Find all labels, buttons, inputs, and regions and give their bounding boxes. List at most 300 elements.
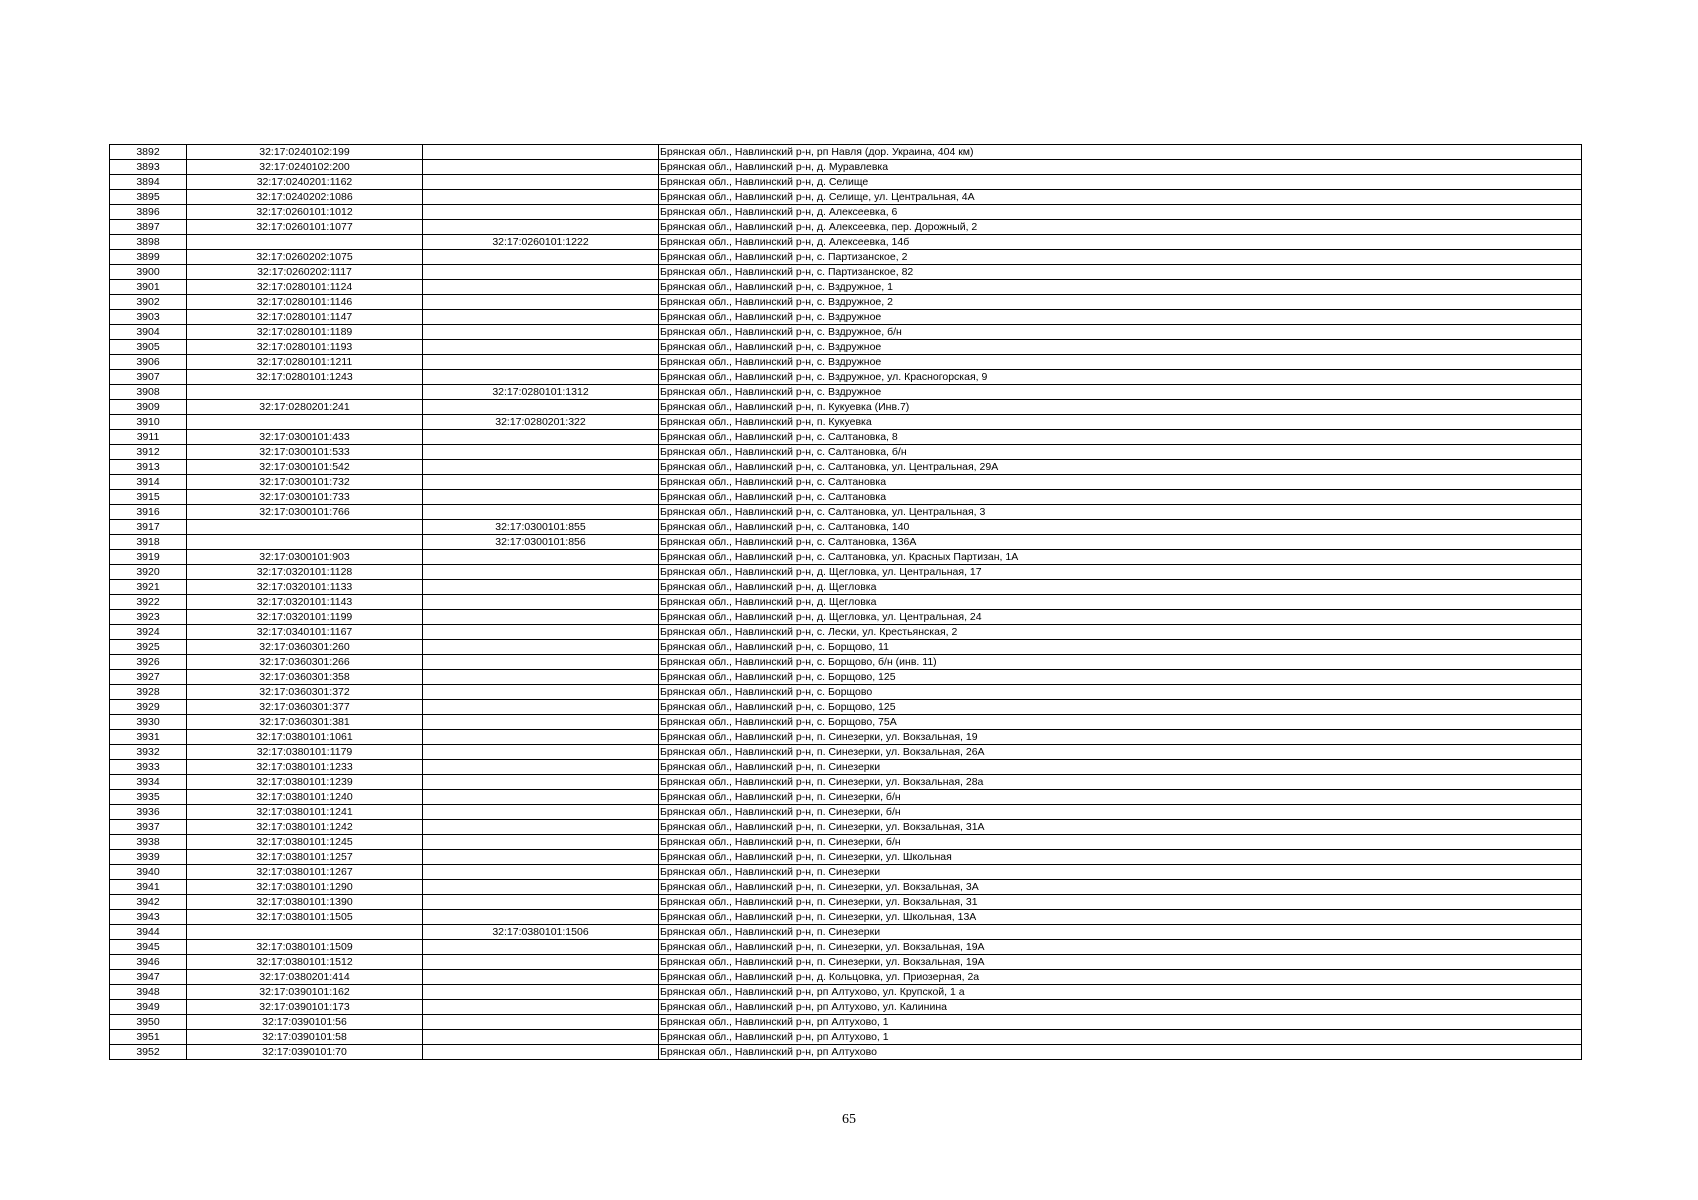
cadastral-number-cell: 32:17:0300101:533 bbox=[187, 445, 423, 460]
table-row bbox=[110, 445, 1582, 460]
row-number-cell: 3944 bbox=[110, 925, 187, 940]
cadastral-number-cell: 32:17:0320101:1133 bbox=[187, 580, 423, 595]
cadastral-number-alt-cell bbox=[423, 280, 659, 295]
address-cell: Брянская обл., Навлинский р-н, д. Муравлевка bbox=[659, 160, 1582, 175]
cadastral-number-cell bbox=[187, 385, 423, 400]
cadastral-number-cell: 32:17:0380101:1267 bbox=[187, 865, 423, 880]
cadastral-number-alt-cell bbox=[423, 1045, 659, 1060]
table-row bbox=[110, 715, 1582, 730]
page-number: 65 bbox=[842, 1112, 856, 1127]
address-cell: Брянская обл., Навлинский р-н, с. Лески, ул. Крестьянская, 2 bbox=[659, 625, 1582, 640]
row-number-cell: 3912 bbox=[110, 445, 187, 460]
row-number-cell: 3894 bbox=[110, 175, 187, 190]
cadastral-number-cell: 32:17:0360301:358 bbox=[187, 670, 423, 685]
row-number-cell: 3908 bbox=[110, 385, 187, 400]
table-row bbox=[110, 325, 1582, 340]
cadastral-number-alt-cell bbox=[423, 700, 659, 715]
row-number-cell: 3950 bbox=[110, 1015, 187, 1030]
row-number-cell: 3921 bbox=[110, 580, 187, 595]
cadastral-number-alt-cell bbox=[423, 685, 659, 700]
table-row bbox=[110, 430, 1582, 445]
cadastral-number-cell: 32:17:0280101:1124 bbox=[187, 280, 423, 295]
cadastral-number-cell: 32:17:0380101:1061 bbox=[187, 730, 423, 745]
table-row bbox=[110, 145, 1582, 160]
cadastral-number-alt-cell bbox=[423, 460, 659, 475]
table-row bbox=[110, 190, 1582, 205]
table-row bbox=[110, 625, 1582, 640]
cadastral-number-alt-cell bbox=[423, 265, 659, 280]
row-number-cell: 3919 bbox=[110, 550, 187, 565]
cadastral-number-cell: 32:17:0280201:241 bbox=[187, 400, 423, 415]
table-row bbox=[110, 295, 1582, 310]
cadastral-number-alt-cell bbox=[423, 790, 659, 805]
table-row bbox=[110, 880, 1582, 895]
address-cell: Брянская обл., Навлинский р-н, с. Салтановка, б/н bbox=[659, 445, 1582, 460]
address-cell: Брянская обл., Навлинский р-н, п. Синезерки, ул. Вокзальная, 19А bbox=[659, 955, 1582, 970]
row-number-cell: 3943 bbox=[110, 910, 187, 925]
row-number-cell: 3896 bbox=[110, 205, 187, 220]
cadastral-number-alt-cell bbox=[423, 895, 659, 910]
table-row bbox=[110, 460, 1582, 475]
cadastral-number-cell: 32:17:0300101:903 bbox=[187, 550, 423, 565]
cadastral-number-cell bbox=[187, 925, 423, 940]
table-row bbox=[110, 820, 1582, 835]
cadastral-number-alt-cell bbox=[423, 430, 659, 445]
row-number-cell: 3942 bbox=[110, 895, 187, 910]
cadastral-number-alt-cell bbox=[423, 940, 659, 955]
cadastral-number-alt-cell bbox=[423, 775, 659, 790]
row-number-cell: 3897 bbox=[110, 220, 187, 235]
table-row bbox=[110, 535, 1582, 550]
address-cell: Брянская обл., Навлинский р-н, с. Вздружное bbox=[659, 385, 1582, 400]
cadastral-number-alt-cell: 32:17:0280201:322 bbox=[423, 415, 659, 430]
row-number-cell: 3946 bbox=[110, 955, 187, 970]
cadastral-number-alt-cell bbox=[423, 295, 659, 310]
cadastral-number-alt-cell bbox=[423, 370, 659, 385]
cadastral-number-cell: 32:17:0260202:1117 bbox=[187, 265, 423, 280]
cadastral-number-cell: 32:17:0280101:1146 bbox=[187, 295, 423, 310]
table-row bbox=[110, 685, 1582, 700]
row-number-cell: 3917 bbox=[110, 520, 187, 535]
cadastral-number-alt-cell bbox=[423, 310, 659, 325]
row-number-cell: 3915 bbox=[110, 490, 187, 505]
table-row bbox=[110, 745, 1582, 760]
cadastral-number-alt-cell bbox=[423, 475, 659, 490]
address-cell: Брянская обл., Навлинский р-н, с. Салтановка, 8 bbox=[659, 430, 1582, 445]
address-cell: Брянская обл., Навлинский р-н, с. Вздружное bbox=[659, 340, 1582, 355]
table-row bbox=[110, 475, 1582, 490]
cadastral-number-alt-cell bbox=[423, 580, 659, 595]
address-cell: Брянская обл., Навлинский р-н, с. Борщово, 125 bbox=[659, 670, 1582, 685]
row-number-cell: 3947 bbox=[110, 970, 187, 985]
cadastral-number-cell: 32:17:0300101:766 bbox=[187, 505, 423, 520]
row-number-cell: 3936 bbox=[110, 805, 187, 820]
cadastral-number-cell: 32:17:0260202:1075 bbox=[187, 250, 423, 265]
table-row bbox=[110, 265, 1582, 280]
row-number-cell: 3903 bbox=[110, 310, 187, 325]
address-cell: Брянская обл., Навлинский р-н, с. Салтановка, ул. Центральная, 29А bbox=[659, 460, 1582, 475]
registry-table-body bbox=[110, 145, 1582, 1060]
address-cell: Брянская обл., Навлинский р-н, с. Партизанское, 82 bbox=[659, 265, 1582, 280]
cadastral-number-cell: 32:17:0360301:377 bbox=[187, 700, 423, 715]
cadastral-number-cell bbox=[187, 520, 423, 535]
cadastral-number-alt-cell bbox=[423, 550, 659, 565]
address-cell: Брянская обл., Навлинский р-н, д. Щегловка bbox=[659, 580, 1582, 595]
address-cell: Брянская обл., Навлинский р-н, п. Синезерки, ул. Вокзальная, 19А bbox=[659, 940, 1582, 955]
row-number-cell: 3929 bbox=[110, 700, 187, 715]
cadastral-number-alt-cell bbox=[423, 625, 659, 640]
address-cell: Брянская обл., Навлинский р-н, д. Щегловка, ул. Центральная, 24 bbox=[659, 610, 1582, 625]
address-cell: Брянская обл., Навлинский р-н, д. Алексеевка, 14б bbox=[659, 235, 1582, 250]
row-number-cell: 3940 bbox=[110, 865, 187, 880]
row-number-cell: 3913 bbox=[110, 460, 187, 475]
address-cell: Брянская обл., Навлинский р-н, п. Синезерки, ул. Вокзальная, 28а bbox=[659, 775, 1582, 790]
cadastral-number-cell: 32:17:0380101:1512 bbox=[187, 955, 423, 970]
row-number-cell: 3899 bbox=[110, 250, 187, 265]
cadastral-number-cell: 32:17:0390101:173 bbox=[187, 1000, 423, 1015]
table-row bbox=[110, 400, 1582, 415]
table-row bbox=[110, 670, 1582, 685]
cadastral-number-alt-cell bbox=[423, 445, 659, 460]
cadastral-number-alt-cell bbox=[423, 250, 659, 265]
cadastral-number-alt-cell bbox=[423, 175, 659, 190]
cadastral-number-alt-cell: 32:17:0260101:1222 bbox=[423, 235, 659, 250]
address-cell: Брянская обл., Навлинский р-н, п. Синезерки, ул. Вокзальная, 31 bbox=[659, 895, 1582, 910]
table-row bbox=[110, 940, 1582, 955]
address-cell: Брянская обл., Навлинский р-н, д. Кольцовка, ул. Приозерная, 2а bbox=[659, 970, 1582, 985]
table-row bbox=[110, 805, 1582, 820]
cadastral-number-alt-cell bbox=[423, 865, 659, 880]
cadastral-number-cell: 32:17:0380101:1505 bbox=[187, 910, 423, 925]
row-number-cell: 3916 bbox=[110, 505, 187, 520]
address-cell: Брянская обл., Навлинский р-н, с. Салтановка, ул. Красных Партизан, 1А bbox=[659, 550, 1582, 565]
cadastral-number-cell: 32:17:0390101:162 bbox=[187, 985, 423, 1000]
address-cell: Брянская обл., Навлинский р-н, п. Синезерки, ул. Вокзальная, 26А bbox=[659, 745, 1582, 760]
cadastral-number-alt-cell bbox=[423, 1000, 659, 1015]
cadastral-number-alt-cell bbox=[423, 145, 659, 160]
cadastral-number-alt-cell bbox=[423, 745, 659, 760]
row-number-cell: 3931 bbox=[110, 730, 187, 745]
row-number-cell: 3914 bbox=[110, 475, 187, 490]
row-number-cell: 3927 bbox=[110, 670, 187, 685]
cadastral-number-cell: 32:17:0380101:1241 bbox=[187, 805, 423, 820]
cadastral-number-alt-cell bbox=[423, 1015, 659, 1030]
row-number-cell: 3928 bbox=[110, 685, 187, 700]
row-number-cell: 3934 bbox=[110, 775, 187, 790]
row-number-cell: 3935 bbox=[110, 790, 187, 805]
address-cell: Брянская обл., Навлинский р-н, п. Синезерки bbox=[659, 760, 1582, 775]
table-row bbox=[110, 1000, 1582, 1015]
table-row bbox=[110, 415, 1582, 430]
address-cell: Брянская обл., Навлинский р-н, д. Селище bbox=[659, 175, 1582, 190]
address-cell: Брянская обл., Навлинский р-н, п. Синезерки, ул. Вокзальная, 31А bbox=[659, 820, 1582, 835]
table-row bbox=[110, 220, 1582, 235]
cadastral-number-cell: 32:17:0240102:199 bbox=[187, 145, 423, 160]
cadastral-number-alt-cell bbox=[423, 655, 659, 670]
address-cell: Брянская обл., Навлинский р-н, п. Синезерки, б/н bbox=[659, 835, 1582, 850]
row-number-cell: 3923 bbox=[110, 610, 187, 625]
table-row bbox=[110, 970, 1582, 985]
cadastral-number-alt-cell bbox=[423, 610, 659, 625]
cadastral-number-cell: 32:17:0280101:1147 bbox=[187, 310, 423, 325]
cadastral-number-alt-cell bbox=[423, 1030, 659, 1045]
cadastral-number-alt-cell bbox=[423, 850, 659, 865]
address-cell: Брянская обл., Навлинский р-н, с. Вздружное, 1 bbox=[659, 280, 1582, 295]
cadastral-number-alt-cell: 32:17:0300101:856 bbox=[423, 535, 659, 550]
cadastral-number-cell: 32:17:0300101:433 bbox=[187, 430, 423, 445]
table-row bbox=[110, 700, 1582, 715]
table-row bbox=[110, 955, 1582, 970]
row-number-cell: 3902 bbox=[110, 295, 187, 310]
cadastral-number-alt-cell bbox=[423, 970, 659, 985]
cadastral-number-alt-cell bbox=[423, 505, 659, 520]
cadastral-number-cell bbox=[187, 235, 423, 250]
address-cell: Брянская обл., Навлинский р-н, с. Вздружное, б/н bbox=[659, 325, 1582, 340]
address-cell: Брянская обл., Навлинский р-н, с. Партизанское, 2 bbox=[659, 250, 1582, 265]
cadastral-number-cell: 32:17:0240202:1086 bbox=[187, 190, 423, 205]
table-row bbox=[110, 865, 1582, 880]
address-cell: Брянская обл., Навлинский р-н, рп Алтухово, ул. Калинина bbox=[659, 1000, 1582, 1015]
table-row bbox=[110, 565, 1582, 580]
cadastral-number-cell: 32:17:0340101:1167 bbox=[187, 625, 423, 640]
table-row bbox=[110, 175, 1582, 190]
cadastral-number-alt-cell bbox=[423, 760, 659, 775]
row-number-cell: 3904 bbox=[110, 325, 187, 340]
table-row bbox=[110, 385, 1582, 400]
cadastral-number-alt-cell bbox=[423, 910, 659, 925]
table-row bbox=[110, 505, 1582, 520]
cadastral-number-cell: 32:17:0360301:381 bbox=[187, 715, 423, 730]
address-cell: Брянская обл., Навлинский р-н, с. Вздружное, ул. Красногорская, 9 bbox=[659, 370, 1582, 385]
cadastral-number-alt-cell bbox=[423, 820, 659, 835]
address-cell: Брянская обл., Навлинский р-н, с. Салтановка bbox=[659, 475, 1582, 490]
cadastral-number-cell bbox=[187, 535, 423, 550]
address-cell: Брянская обл., Навлинский р-н, с. Салтановка, 136А bbox=[659, 535, 1582, 550]
row-number-cell: 3951 bbox=[110, 1030, 187, 1045]
cadastral-number-alt-cell bbox=[423, 985, 659, 1000]
table-row bbox=[110, 610, 1582, 625]
row-number-cell: 3941 bbox=[110, 880, 187, 895]
cadastral-number-alt-cell bbox=[423, 565, 659, 580]
row-number-cell: 3939 bbox=[110, 850, 187, 865]
cadastral-number-cell: 32:17:0300101:732 bbox=[187, 475, 423, 490]
address-cell: Брянская обл., Навлинский р-н, п. Кукуевка (Инв.7) bbox=[659, 400, 1582, 415]
table-row bbox=[110, 160, 1582, 175]
cadastral-number-cell: 32:17:0240201:1162 bbox=[187, 175, 423, 190]
cadastral-number-alt-cell bbox=[423, 220, 659, 235]
table-row bbox=[110, 235, 1582, 250]
cadastral-number-alt-cell bbox=[423, 355, 659, 370]
cadastral-number-alt-cell: 32:17:0380101:1506 bbox=[423, 925, 659, 940]
address-cell: Брянская обл., Навлинский р-н, д. Алексеевка, 6 bbox=[659, 205, 1582, 220]
cadastral-number-cell: 32:17:0360301:260 bbox=[187, 640, 423, 655]
cadastral-number-alt-cell bbox=[423, 955, 659, 970]
address-cell: Брянская обл., Навлинский р-н, с. Борщово, б/н (инв. 11) bbox=[659, 655, 1582, 670]
cadastral-number-cell: 32:17:0380101:1239 bbox=[187, 775, 423, 790]
cadastral-number-cell: 32:17:0380101:1290 bbox=[187, 880, 423, 895]
row-number-cell: 3930 bbox=[110, 715, 187, 730]
cadastral-number-cell: 32:17:0390101:58 bbox=[187, 1030, 423, 1045]
address-cell: Брянская обл., Навлинский р-н, п. Синезерки, ул. Вокзальная, 19 bbox=[659, 730, 1582, 745]
row-number-cell: 3952 bbox=[110, 1045, 187, 1060]
table-row bbox=[110, 640, 1582, 655]
row-number-cell: 3909 bbox=[110, 400, 187, 415]
row-number-cell: 3907 bbox=[110, 370, 187, 385]
cadastral-number-cell: 32:17:0380101:1179 bbox=[187, 745, 423, 760]
cadastral-number-alt-cell bbox=[423, 715, 659, 730]
cadastral-number-alt-cell: 32:17:0280101:1312 bbox=[423, 385, 659, 400]
cadastral-number-cell: 32:17:0280101:1211 bbox=[187, 355, 423, 370]
row-number-cell: 3898 bbox=[110, 235, 187, 250]
table-row bbox=[110, 1030, 1582, 1045]
cadastral-number-cell: 32:17:0320101:1199 bbox=[187, 610, 423, 625]
row-number-cell: 3920 bbox=[110, 565, 187, 580]
address-cell: Брянская обл., Навлинский р-н, с. Вздружное bbox=[659, 310, 1582, 325]
cadastral-number-cell: 32:17:0390101:56 bbox=[187, 1015, 423, 1030]
table-row bbox=[110, 730, 1582, 745]
address-cell: Брянская обл., Навлинский р-н, д. Селище, ул. Центральная, 4А bbox=[659, 190, 1582, 205]
table-row bbox=[110, 1045, 1582, 1060]
table-row bbox=[110, 985, 1582, 1000]
table-row bbox=[110, 280, 1582, 295]
cadastral-number-cell: 32:17:0380101:1245 bbox=[187, 835, 423, 850]
address-cell: Брянская обл., Навлинский р-н, рп Алтухово, ул. Крупской, 1 а bbox=[659, 985, 1582, 1000]
cadastral-number-alt-cell bbox=[423, 340, 659, 355]
row-number-cell: 3893 bbox=[110, 160, 187, 175]
table-row bbox=[110, 790, 1582, 805]
table-row bbox=[110, 595, 1582, 610]
row-number-cell: 3906 bbox=[110, 355, 187, 370]
cadastral-number-cell: 32:17:0380101:1390 bbox=[187, 895, 423, 910]
table-row bbox=[110, 490, 1582, 505]
cadastral-number-cell: 32:17:0320101:1128 bbox=[187, 565, 423, 580]
cadastral-number-cell: 32:17:0380101:1257 bbox=[187, 850, 423, 865]
property-registry-table bbox=[109, 144, 1582, 1060]
cadastral-number-cell: 32:17:0280101:1189 bbox=[187, 325, 423, 340]
table-row bbox=[110, 310, 1582, 325]
table-row bbox=[110, 370, 1582, 385]
cadastral-number-cell: 32:17:0280101:1243 bbox=[187, 370, 423, 385]
address-cell: Брянская обл., Навлинский р-н, с. Борщово, 11 bbox=[659, 640, 1582, 655]
address-cell: Брянская обл., Навлинский р-н, рп Алтухово bbox=[659, 1045, 1582, 1060]
row-number-cell: 3910 bbox=[110, 415, 187, 430]
address-cell: Брянская обл., Навлинский р-н, д. Алексеевка, пер. Дорожный, 2 bbox=[659, 220, 1582, 235]
cadastral-number-cell: 32:17:0360301:372 bbox=[187, 685, 423, 700]
row-number-cell: 3905 bbox=[110, 340, 187, 355]
cadastral-number-alt-cell bbox=[423, 400, 659, 415]
table-row bbox=[110, 850, 1582, 865]
cadastral-number-cell: 32:17:0280101:1193 bbox=[187, 340, 423, 355]
table-row bbox=[110, 835, 1582, 850]
table-row bbox=[110, 355, 1582, 370]
table-row bbox=[110, 760, 1582, 775]
address-cell: Брянская обл., Навлинский р-н, д. Щегловка bbox=[659, 595, 1582, 610]
table-row bbox=[110, 580, 1582, 595]
row-number-cell: 3925 bbox=[110, 640, 187, 655]
address-cell: Брянская обл., Навлинский р-н, п. Синезерки bbox=[659, 925, 1582, 940]
cadastral-number-cell: 32:17:0260101:1077 bbox=[187, 220, 423, 235]
row-number-cell: 3937 bbox=[110, 820, 187, 835]
row-number-cell: 3938 bbox=[110, 835, 187, 850]
address-cell: Брянская обл., Навлинский р-н, рп Алтухово, 1 bbox=[659, 1015, 1582, 1030]
cadastral-number-alt-cell bbox=[423, 670, 659, 685]
cadastral-number-cell: 32:17:0240102:200 bbox=[187, 160, 423, 175]
row-number-cell: 3892 bbox=[110, 145, 187, 160]
address-cell: Брянская обл., Навлинский р-н, с. Борщово, 75А bbox=[659, 715, 1582, 730]
table-row bbox=[110, 250, 1582, 265]
address-cell: Брянская обл., Навлинский р-н, с. Салтановка bbox=[659, 490, 1582, 505]
address-cell: Брянская обл., Навлинский р-н, п. Синезерки, б/н bbox=[659, 790, 1582, 805]
address-cell: Брянская обл., Навлинский р-н, п. Синезерки bbox=[659, 865, 1582, 880]
address-cell: Брянская обл., Навлинский р-н, п. Синезерки, ул. Школьная bbox=[659, 850, 1582, 865]
cadastral-number-alt-cell bbox=[423, 835, 659, 850]
address-cell: Брянская обл., Навлинский р-н, с. Салтановка, ул. Центральная, 3 bbox=[659, 505, 1582, 520]
cadastral-number-cell: 32:17:0360301:266 bbox=[187, 655, 423, 670]
table-row bbox=[110, 655, 1582, 670]
row-number-cell: 3945 bbox=[110, 940, 187, 955]
cadastral-number-alt-cell bbox=[423, 805, 659, 820]
cadastral-number-cell: 32:17:0300101:542 bbox=[187, 460, 423, 475]
row-number-cell: 3911 bbox=[110, 430, 187, 445]
row-number-cell: 3949 bbox=[110, 1000, 187, 1015]
cadastral-number-cell: 32:17:0300101:733 bbox=[187, 490, 423, 505]
address-cell: Брянская обл., Навлинский р-н, с. Борщово bbox=[659, 685, 1582, 700]
row-number-cell: 3895 bbox=[110, 190, 187, 205]
cadastral-number-cell: 32:17:0380201:414 bbox=[187, 970, 423, 985]
cadastral-number-alt-cell bbox=[423, 490, 659, 505]
table-row bbox=[110, 340, 1582, 355]
cadastral-number-cell: 32:17:0320101:1143 bbox=[187, 595, 423, 610]
table-row bbox=[110, 205, 1582, 220]
address-cell: Брянская обл., Навлинский р-н, с. Вздружное, 2 bbox=[659, 295, 1582, 310]
cadastral-number-alt-cell bbox=[423, 160, 659, 175]
row-number-cell: 3901 bbox=[110, 280, 187, 295]
address-cell: Брянская обл., Навлинский р-н, п. Синезерки, ул. Вокзальная, 3А bbox=[659, 880, 1582, 895]
address-cell: Брянская обл., Навлинский р-н, с. Вздружное bbox=[659, 355, 1582, 370]
cadastral-number-cell bbox=[187, 415, 423, 430]
row-number-cell: 3900 bbox=[110, 265, 187, 280]
address-cell: Брянская обл., Навлинский р-н, с. Салтановка, 140 bbox=[659, 520, 1582, 535]
row-number-cell: 3933 bbox=[110, 760, 187, 775]
cadastral-number-alt-cell bbox=[423, 880, 659, 895]
row-number-cell: 3918 bbox=[110, 535, 187, 550]
address-cell: Брянская обл., Навлинский р-н, д. Щегловка, ул. Центральная, 17 bbox=[659, 565, 1582, 580]
cadastral-number-cell: 32:17:0380101:1233 bbox=[187, 760, 423, 775]
cadastral-number-alt-cell bbox=[423, 325, 659, 340]
row-number-cell: 3926 bbox=[110, 655, 187, 670]
cadastral-number-alt-cell bbox=[423, 595, 659, 610]
table-row bbox=[110, 775, 1582, 790]
cadastral-number-cell: 32:17:0380101:1242 bbox=[187, 820, 423, 835]
table-row bbox=[110, 520, 1582, 535]
row-number-cell: 3932 bbox=[110, 745, 187, 760]
cadastral-number-alt-cell: 32:17:0300101:855 bbox=[423, 520, 659, 535]
address-cell: Брянская обл., Навлинский р-н, п. Синезерки, б/н bbox=[659, 805, 1582, 820]
cadastral-number-alt-cell bbox=[423, 205, 659, 220]
cadastral-number-alt-cell bbox=[423, 640, 659, 655]
cadastral-number-cell: 32:17:0380101:1509 bbox=[187, 940, 423, 955]
row-number-cell: 3922 bbox=[110, 595, 187, 610]
table-row bbox=[110, 895, 1582, 910]
cadastral-number-cell: 32:17:0390101:70 bbox=[187, 1045, 423, 1060]
row-number-cell: 3924 bbox=[110, 625, 187, 640]
cadastral-number-alt-cell bbox=[423, 730, 659, 745]
cadastral-number-cell: 32:17:0380101:1240 bbox=[187, 790, 423, 805]
address-cell: Брянская обл., Навлинский р-н, п. Синезерки, ул. Школьная, 13А bbox=[659, 910, 1582, 925]
row-number-cell: 3948 bbox=[110, 985, 187, 1000]
cadastral-number-alt-cell bbox=[423, 190, 659, 205]
table-row bbox=[110, 910, 1582, 925]
